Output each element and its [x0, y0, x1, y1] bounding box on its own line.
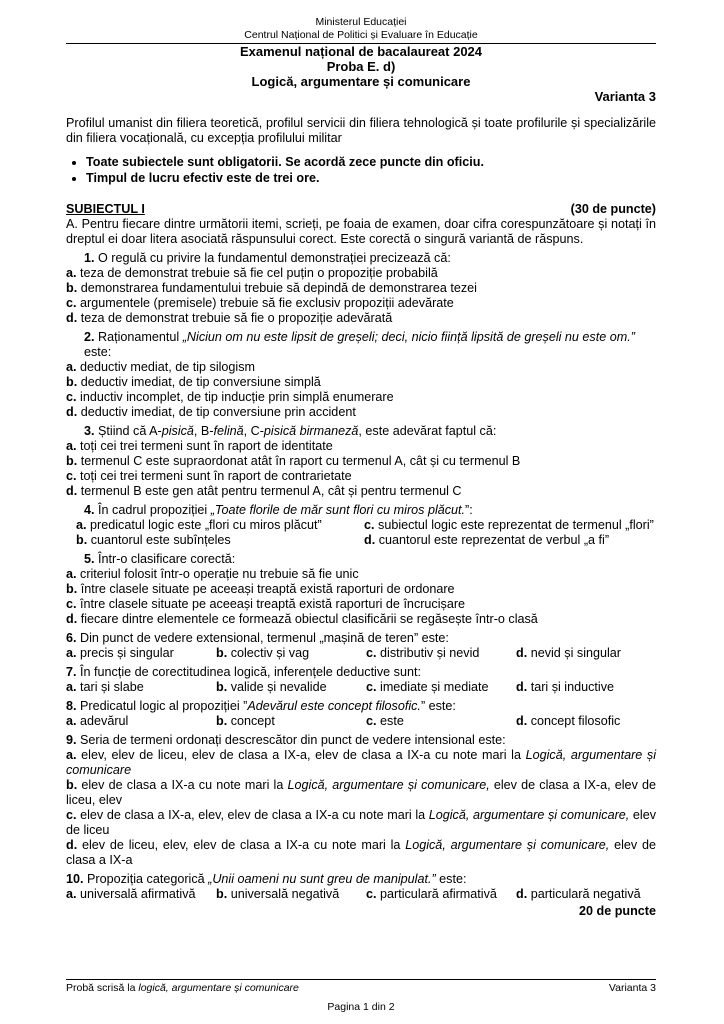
section-header — [66, 202, 656, 217]
question-2: 2. Raționamentul „Niciun om nu este lipsit de greșeli; deci, nicio ființă lipsită de greșeli nu este om.” este: a. deductiv mediat, de tip silogism b. deductiv imediat, de tip conversiune simplă c. inductiv incomplet, de tip inducție prin simplă enumerare d. deductiv imediat, de tip conversiune prin accident — [66, 330, 656, 420]
rule-item: • Toate subiectele sunt obligatorii. Se acordă zece puncte din oficiu. — [86, 154, 656, 170]
option: d. particulară negativă — [516, 887, 641, 901]
section-points: (30 de puncte) — [570, 202, 656, 216]
option: c. argumentele (premisele) trebuie să fie exclusiv propoziții adevărate — [66, 296, 454, 310]
option: a. tari și slabe — [66, 680, 144, 694]
question-7: 7. În funcție de corectitudinea logică, inferențele deductive sunt: a. tari și slabe b. valide și nevalide c. imediate și mediate d. tari și inductive — [66, 665, 656, 695]
option: a. toți cei trei termeni sunt în raport de identitate — [66, 439, 333, 453]
exam-page — [66, 16, 656, 919]
option: b. elev de clasa a IX-a cu note mari la Logică, argumentare și comunicare, elev de clasa a IX-a, elev de liceu, elev — [66, 778, 657, 807]
option: b. termenul C este supraordonat atât în raport cu termenul A, cât și cu termenul B — [66, 454, 521, 468]
option: a. universală afirmativă — [66, 887, 196, 901]
option: b. demonstrarea fundamentului trebuie să depindă de demonstrarea tezei — [66, 281, 477, 295]
option: b. colectiv și vag — [216, 646, 310, 660]
option: a. elev, elev de liceu, elev de clasa a IX-a, elev de clasa a IX-a cu note mari la Logică, argumentare și comunicare — [66, 748, 657, 777]
rule-item: • Timpul de lucru efectiv este de trei ore. — [86, 170, 656, 186]
option: d. fiecare dintre elementele ce formează obiectul clasificării se regăsește într-o clasă — [66, 612, 538, 626]
center-name: Centrul Național de Politici și Evaluare în Educație — [244, 29, 478, 41]
option: a. criteriul folosit într-o operație nu trebuie să fie unic — [66, 567, 359, 581]
question-3: 3. Știind că A-pisică, B-felină, C-pisică birmaneză, este adevărat faptul că: a. toți cei trei termeni sunt în raport de identitate b. termenul C este supraordonat atât în raport cu termenul A, cât și cu termenul B c. toți cei trei termeni sunt în raport de contrarietate d. termenul B este gen atât pentru termenul A, cât și pentru termenul C — [66, 424, 656, 499]
rules-list — [66, 154, 656, 186]
intro-a: A. Pentru fiecare dintre următorii itemi, scrieți, pe foaia de examen, doar cifra corespunzătoare și notați în dreptul ei doar litera asociată răspunsului corect. Este corectă o singură variantă de răspuns. — [66, 217, 656, 246]
footer-left: Probă scrisă la logică, argumentare și comunicare — [66, 982, 299, 994]
option: b. deductiv imediat, de tip conversiune simplă — [66, 375, 321, 389]
option: d. concept filosofic — [516, 714, 621, 728]
option: b. concept — [216, 714, 275, 728]
question-9: 9. Seria de termeni ordonați descrescător din punct de vedere intensional este: a. elev, elev de liceu, elev de clasa a IX-a, elev de clasa a IX-a cu note mari la Logică, argumentare și comunicare b. elev de clasa a IX-a cu note mari la Logică, argumentare și comunicare, elev de clasa a IX-a, elev de liceu, elev c. elev de clasa a IX-a, elev, elev de clasa a IX-a cu note mari la Logică, argumentare și comunicare, elev de liceu d. elev de liceu, elev, elev de clasa a IX-a cu note mari la Logică, argumentare și comunicare, elev de clasa a IX-a — [66, 733, 657, 867]
ministry-name: Ministerul Educației — [315, 16, 407, 28]
option: a. teza de demonstrat trebuie să fie cel puțin o propoziție probabilă — [66, 266, 438, 280]
page-number: Pagina 1 din 2 — [327, 1001, 395, 1013]
option: c. este — [366, 714, 404, 728]
option: c. subiectul logic este reprezentat de termenul „flori” — [364, 518, 654, 532]
option: d. nevid și singular — [516, 646, 622, 660]
option: a. deductiv mediat, de tip silogism — [66, 360, 256, 374]
question-6: 6. Din punct de vedere extensional, termenul „mașină de teren” este: a. precis și singular b. colectiv și vag c. distributiv și nevid d. nevid și singular — [66, 631, 656, 661]
page-footer — [66, 979, 656, 1014]
question-10: 10. Propoziția categorică „Unii oameni nu sunt greu de manipulat.” este: a. universală afirmativă b. universală negativă c. particulară afirmativă d. particulară negativă — [66, 872, 656, 902]
variant-label: Varianta 3 — [594, 89, 656, 104]
option: a. predicatul logic este „flori cu miros plăcut” — [76, 518, 322, 532]
option: d. elev de liceu, elev, elev de clasa a IX-a cu note mari la Logică, argumentare și comunicare, elev de clasa a IX-a — [66, 838, 656, 867]
option: b. universală negativă — [216, 887, 340, 901]
profile-text: Profilul umanist din filiera teoretică, profilul servicii din filiera tehnologică și toate profilurile și specializările din filiera vocațională, cu excepția profilului militar — [66, 116, 656, 145]
option: c. imediate și mediate — [366, 680, 489, 694]
option: c. între clasele situate pe aceeași treaptă există raporturi de încrucișare — [66, 597, 466, 611]
exam-title: Examenul național de bacalaureat 2024 — [239, 44, 483, 59]
option: b. între clasele situate pe aceeași treaptă există raporturi de ordonare — [66, 582, 455, 596]
option: c. toți cei trei termeni sunt în raport de contrarietate — [66, 469, 352, 483]
option: a. adevărul — [66, 714, 129, 728]
subject-title: Logică, argumentare și comunicare — [251, 74, 471, 89]
option: c. particulară afirmativă — [366, 887, 497, 901]
option: d. teza de demonstrat trebuie să fie o propoziție adevărată — [66, 311, 393, 325]
question-5: 5. Într-o clasificare corectă: a. criteriul folosit într-o operație nu trebuie să fie unic b. între clasele situate pe aceeași treaptă există raporturi de ordonare c. între clasele situate pe aceeași treaptă există raporturi de încrucișare d. fiecare dintre elementele ce formează obiectul clasificării se regăsește într-o clasă — [66, 552, 656, 627]
section-title: SUBIECTUL I — [66, 202, 145, 216]
option: d. termenul B este gen atât pentru termenul A, cât și pentru termenul C — [66, 484, 462, 498]
points-total-a: 20 de puncte — [579, 904, 656, 918]
proba-title: Proba E. d) — [326, 59, 396, 74]
option: d. tari și inductive — [516, 680, 614, 694]
option: c. elev de clasa a IX-a, elev, elev de clasa a IX-a cu note mari la Logică, argumentare și comunicare, elev de liceu — [66, 808, 656, 837]
option: a. precis și singular — [66, 646, 174, 660]
option: b. cuantorul este subînțeles — [76, 533, 231, 547]
question-8: 8. Predicatul logic al propoziției ”Adevărul este concept filosofic.” este: a. adevărul b. concept c. este d. concept filosofic — [66, 699, 656, 729]
question-number: 1. — [84, 251, 95, 265]
footer-variant: Varianta 3 — [608, 982, 656, 994]
option: d. cuantorul este reprezentat de verbul „a fi” — [364, 533, 610, 547]
option: d. deductiv imediat, de tip conversiune prin accident — [66, 405, 356, 419]
question-1 — [66, 251, 656, 326]
option: b. valide și nevalide — [216, 680, 327, 694]
question-4: 4. În cadrul propoziției „Toate florile de măr sunt flori cu miros plăcut.”: a. predicatul logic este „flori cu miros plăcut” c. subiectul logic este reprezentat de termenul „flori” b. cuantorul este subînțeles d. cuantorul este reprezentat de verbul „a fi” — [66, 503, 656, 548]
option: c. inductiv incomplet, de tip inducție prin simplă enumerare — [66, 390, 394, 404]
question-text: O regulă cu privire la fundamentul demonstrației precizează că: — [98, 251, 451, 265]
option: c. distributiv și nevid — [366, 646, 480, 660]
